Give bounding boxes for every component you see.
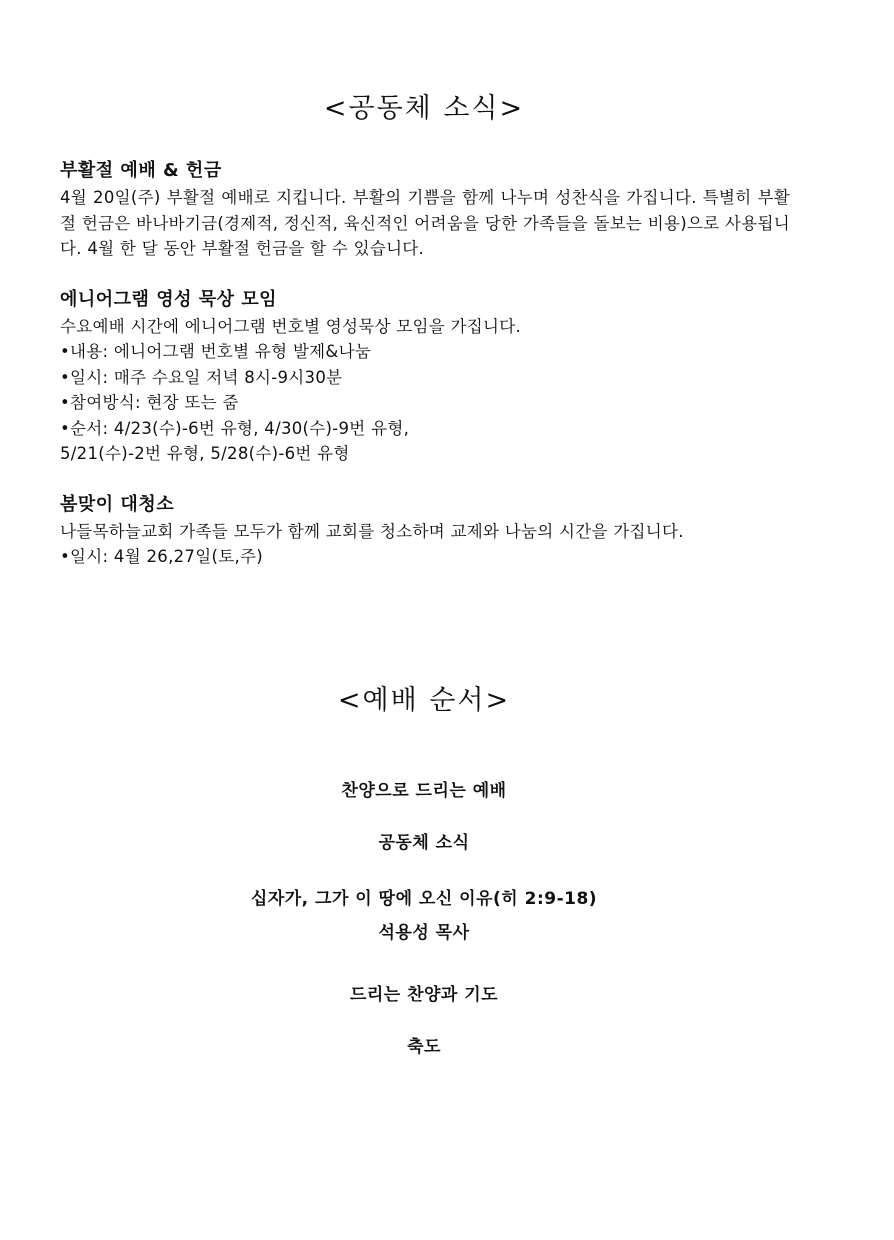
order-item-sermon: 십자가, 그가 이 땅에 오신 이유(히 2:9-18) <box>250 889 598 909</box>
order-item-prayer: 드리는 찬양과 기도 <box>349 985 499 1005</box>
news-line: 수요예배 시간에 에니어그램 번호별 영성묵상 모임을 가집니다. <box>60 316 522 336</box>
order-item-benediction: 축도 <box>407 1037 441 1057</box>
news-line: •일시: 매주 수요일 저녁 8시-9시30분 <box>60 367 343 387</box>
news-line: 5/21(수)-2번 유형, 5/28(수)-6번 유형 <box>60 444 350 463</box>
community-news-section <box>60 157 790 594</box>
news-line: •순서: 4/23(수)-6번 유형, 4/30(수)-9번 유형, <box>60 418 410 438</box>
order-item-preacher: 석용성 목사 <box>378 923 470 943</box>
worship-order-title: <예배 순서> <box>337 685 511 716</box>
news-line: •일시: 4월 26,27일(토,주) <box>60 547 263 566</box>
news-heading: 봄맞이 대청소 <box>60 493 175 515</box>
worship-order-list <box>0 778 848 1060</box>
news-body: 4월 20일(주) 부활절 예배로 지킵니다. 부활의 기쁨을 함께 나누며 성찬식을 가집니다. 특별히 부활절 헌금은 바나바기금(경제적, 정신적, 육신적인 어려움을 당한 가족들을 돌보는 비용)으로 사용됩니다. 4월 한 달 동안 부활절 헌금을 할 수 있습니다. <box>60 188 790 258</box>
news-line: •내용: 에니어그램 번호별 유형 발제&나눔 <box>60 342 372 361</box>
news-item-enneagram <box>60 286 790 467</box>
news-line: 나들목하늘교회 가족들 모두가 함께 교회를 청소하며 교제와 나눔의 시간을 가집니다. <box>60 521 684 541</box>
community-news-title: <공동체 소식> <box>323 93 525 124</box>
order-item-praise: 찬양으로 드리는 예배 <box>341 781 507 801</box>
news-heading: 부활절 예배 & 헌금 <box>60 160 222 181</box>
order-item-news: 공동체 소식 <box>378 833 470 853</box>
news-item-easter <box>60 157 790 262</box>
news-heading: 에니어그램 영성 묵상 모임 <box>60 288 278 310</box>
news-item-spring-cleaning <box>60 491 790 570</box>
news-line: •참여방식: 현장 또는 줌 <box>60 393 239 412</box>
